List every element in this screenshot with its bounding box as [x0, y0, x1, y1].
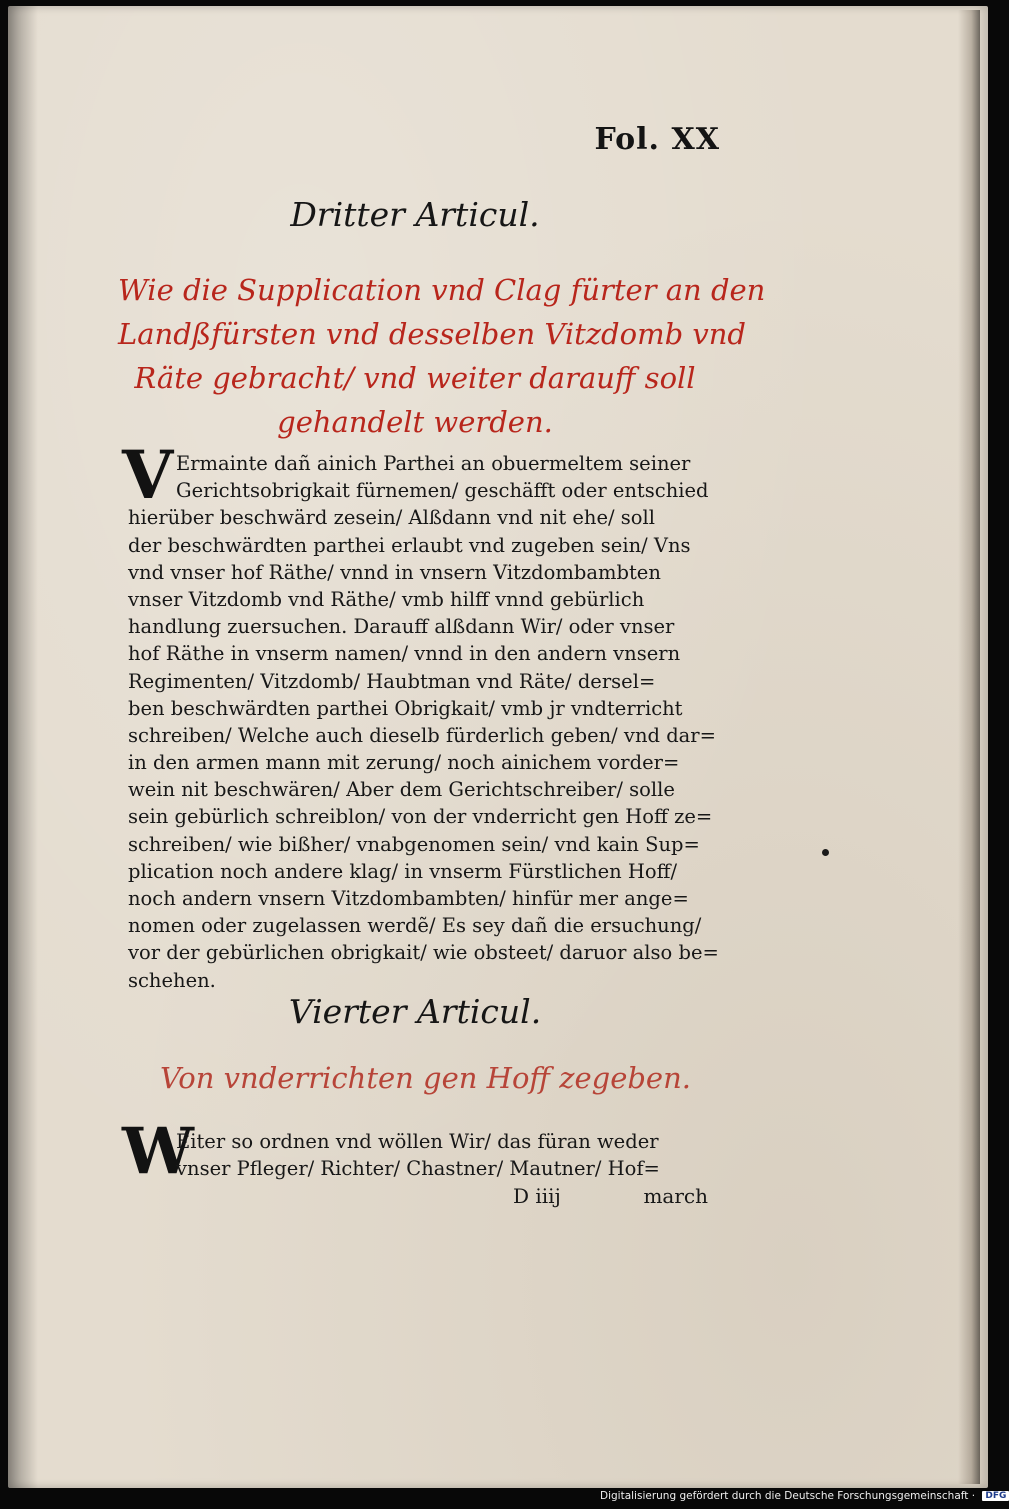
paragraph-fourth-article	[128, 1128, 714, 1182]
text-line: schehen.	[128, 968, 216, 992]
text-line: noch andern vnsern Vitzdombambten/ hinfür mer ange=	[128, 887, 689, 910]
text-line: schreiben/ wie bißher/ vnabgenomen sein/ vnd kain Sup=	[128, 832, 700, 856]
text-line: Gerichtsobrigkait fürnemen/ geschäfft oder entschied	[176, 479, 709, 503]
text-line: wein nit beschwären/ Aber dem Gerichtschreiber/ solle	[128, 778, 675, 802]
text-line: nomen oder zugelassen werdẽ/ Es sey dañ die ersuchung/	[128, 914, 702, 938]
rubric-line: Räte gebracht/ vnd weiter darauff soll	[134, 361, 696, 395]
text-line: Ermainte dañ ainich Parthei an obuermeltem seiner	[176, 452, 691, 475]
catchword: march	[643, 1184, 708, 1208]
page-footer	[128, 1184, 714, 1214]
text-line: vnd vnser hof Räthe/ vnnd in vnsern Vitzdombambten	[128, 560, 661, 584]
credit-text: Digitalisierung gefördert durch die Deutsche Forschungsgemeinschaft ·	[600, 1490, 976, 1502]
text-line: ben beschwärdten parthei Obrigkait/ vmb jr vndterricht	[128, 696, 683, 720]
text-line: Regimenten/ Vitzdomb/ Haubtman vnd Räte/ dersel=	[128, 669, 656, 693]
text-line: der beschwärdten parthei erlaubt vnd zugeben sein/ Vns	[128, 533, 691, 557]
page-gutter-shadow	[8, 6, 38, 1488]
rubric-line: gehandelt werden.	[277, 405, 553, 439]
text-line: hierüber beschwärd zesein/ Alßdann vnd nit ehe/ soll	[128, 506, 655, 530]
article-heading-fourth: Vierter Articul.	[288, 992, 542, 1031]
text-line: vor der gebürlichen obrigkait/ wie obsteet/ daruor also be=	[128, 941, 719, 965]
ink-spot	[822, 849, 829, 856]
signature-mark: D iiij	[513, 1184, 561, 1208]
rubric-line: Von vnderrichten gen Hoff zegeben.	[160, 1061, 691, 1095]
folio-number: Fol. XX	[594, 122, 720, 157]
drop-initial-w: W	[122, 1114, 194, 1189]
rubric-line: Landßfürsten vnd desselben Vitzdomb vnd	[118, 317, 746, 351]
text-line: Eiter so ordnen vnd wöllen Wir/ das füran weder	[176, 1130, 659, 1153]
paragraph-third-article	[128, 450, 719, 994]
dfg-logo: DFG	[982, 1491, 1009, 1501]
rubric-title-fourth	[160, 1056, 691, 1100]
text-line: hof Räthe in vnserm namen/ vnnd in den andern vnsern	[128, 642, 681, 666]
text-line: schreiben/ Welche auch dieselb fürderlich geben/ vnd dar=	[128, 723, 716, 747]
text-line: sein gebürlich schreiblon/ von der vnderricht gen Hoff ze=	[128, 805, 713, 829]
article-heading-third: Dritter Articul.	[290, 195, 540, 234]
digitization-credit	[600, 1490, 1007, 1506]
drop-initial-v: V	[122, 436, 174, 514]
text-line: in den armen mann mit zerung/ noch ainichem vorder=	[128, 751, 680, 775]
page-edge	[958, 10, 980, 1484]
text-line: handlung zuersuchen. Darauff alßdann Wir/ oder vnser	[128, 615, 675, 639]
rubric-title-third	[118, 268, 766, 444]
text-line: vnser Vitzdomb vnd Räthe/ vmb hilff vnnd gebürlich	[128, 587, 645, 611]
text-line: plication noch andere klag/ in vnserm Fürstlichen Hoff/	[128, 859, 678, 883]
rubric-line: Wie die Supplication vnd Clag fürter an den	[118, 273, 766, 307]
text-line: vnser Pfleger/ Richter/ Chastner/ Mautner/ Hof=	[176, 1157, 660, 1181]
